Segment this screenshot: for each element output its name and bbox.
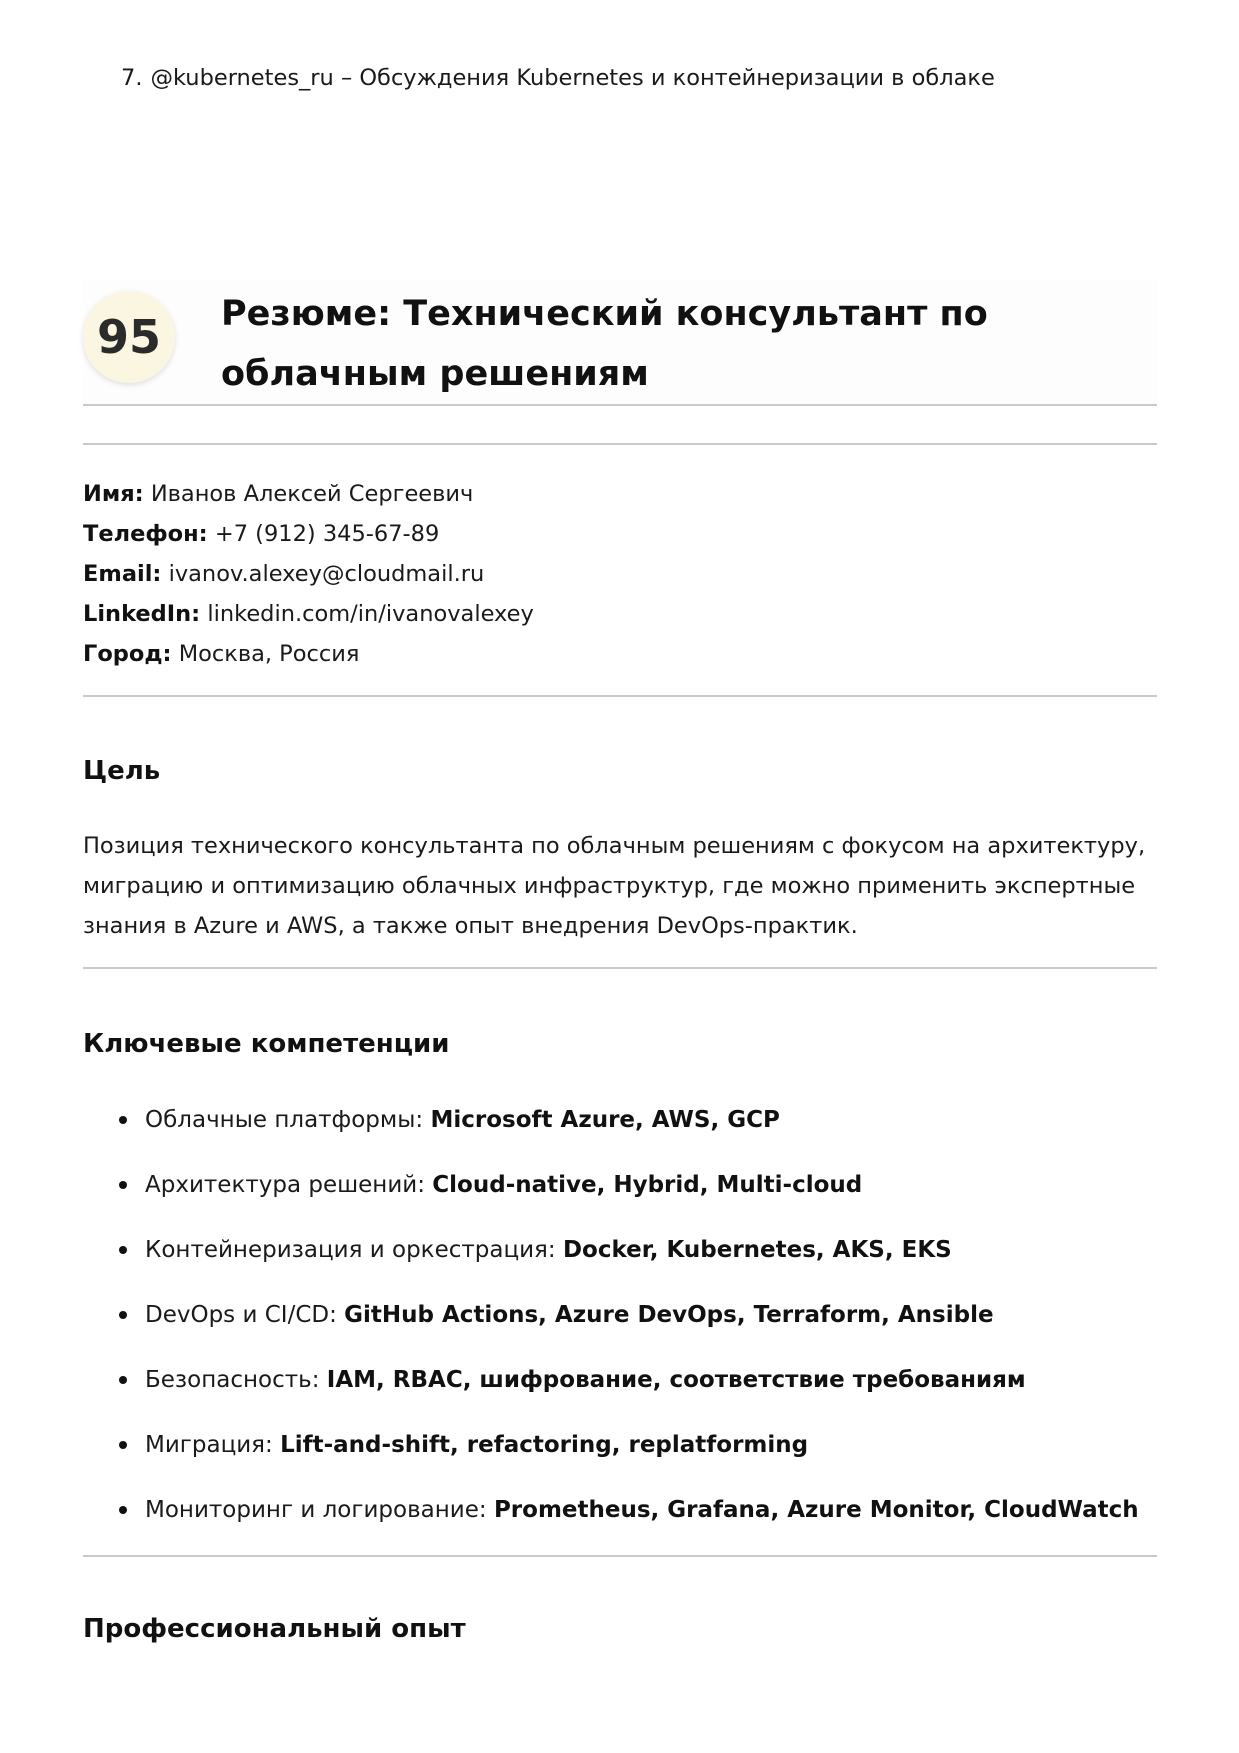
contact-linkedin [83,594,1157,634]
list-item [83,1490,1157,1555]
list-item-text: @kubernetes_ru – Обсуждения Kubernetes и контейнеризации в облаке [150,65,995,91]
contact-value: +7 (912) 345-67-89 [214,521,440,547]
page-title: Резюме: Технический консультант по облачным решениям [221,294,988,394]
bullet-icon [119,1181,127,1189]
skill-label: Архитектура решений: [145,1172,425,1198]
contact-email [83,554,1157,594]
skill-value: GitHub Actions, Azure DevOps, Terraform, Ansible [344,1302,994,1328]
skill-label: Облачные платформы: [145,1107,424,1133]
experience-heading: Профессиональный опыт [83,1614,466,1644]
list-item [83,1295,1157,1360]
list-item [83,1165,1157,1230]
resume-number-badge: 95 [83,291,175,383]
divider [83,443,1157,445]
bullet-icon [119,1376,127,1384]
divider [83,1555,1157,1557]
skill-value: Docker, Kubernetes, AKS, EKS [562,1237,952,1263]
contact-label: Имя: [83,481,144,507]
list-item [121,62,995,94]
competencies-list [83,1100,1157,1555]
contact-label: Телефон: [83,521,208,547]
skill-label: Контейнеризация и оркестрация: [145,1237,556,1263]
contact-value: linkedin.com/in/ivanovalexey [207,601,534,627]
skill-label: DevOps и CI/CD: [145,1302,337,1328]
objective-text: Позиция технического консультанта по облачным решениям с фокусом на архитектуру, миграцию и оптимизацию облачных инфраструктур, где можно применить экспертные знания в Azure и AWS, а также опыт внедрения DevOps-практик. [83,833,1146,939]
contact-value: Москва, Россия [178,641,360,667]
contact-label: Город: [83,641,172,667]
skill-value: Cloud-native, Hybrid, Multi-cloud [432,1172,863,1198]
contact-phone [83,514,1157,554]
bullet-icon [119,1506,127,1514]
skill-label: Безопасность: [145,1367,320,1393]
list-item-number: 7. [121,65,143,91]
list-item [83,1230,1157,1295]
skill-value: Prometheus, Grafana, Azure Monitor, CloudWatch [493,1497,1139,1523]
bullet-icon [119,1441,127,1449]
contact-info [83,474,1157,674]
contact-label: LinkedIn: [83,601,201,627]
bullet-icon [119,1116,127,1124]
contact-label: Email: [83,561,162,587]
contact-value: Иванов Алексей Сергеевич [150,481,474,507]
list-item [83,1360,1157,1425]
skill-value: Microsoft Azure, AWS, GCP [430,1107,780,1133]
resume-title-block [83,280,1157,406]
list-item [83,1100,1157,1165]
divider [83,967,1157,969]
bullet-icon [119,1311,127,1319]
skill-value: Lift-and-shift, refactoring, replatforming [280,1432,809,1458]
competencies-heading: Ключевые компетенции [83,1029,450,1059]
list-item [83,1425,1157,1490]
skill-label: Миграция: [145,1432,273,1458]
skill-label: Мониторинг и логирование: [145,1497,487,1523]
contact-city [83,634,1157,674]
objective-heading: Цель [83,756,161,786]
skill-value: IAM, RBAC, шифрование, соответствие требованиям [326,1367,1026,1393]
divider [83,695,1157,697]
bullet-icon [119,1246,127,1254]
contact-value: ivanov.alexey@cloudmail.ru [168,561,485,587]
contact-name [83,474,1157,514]
